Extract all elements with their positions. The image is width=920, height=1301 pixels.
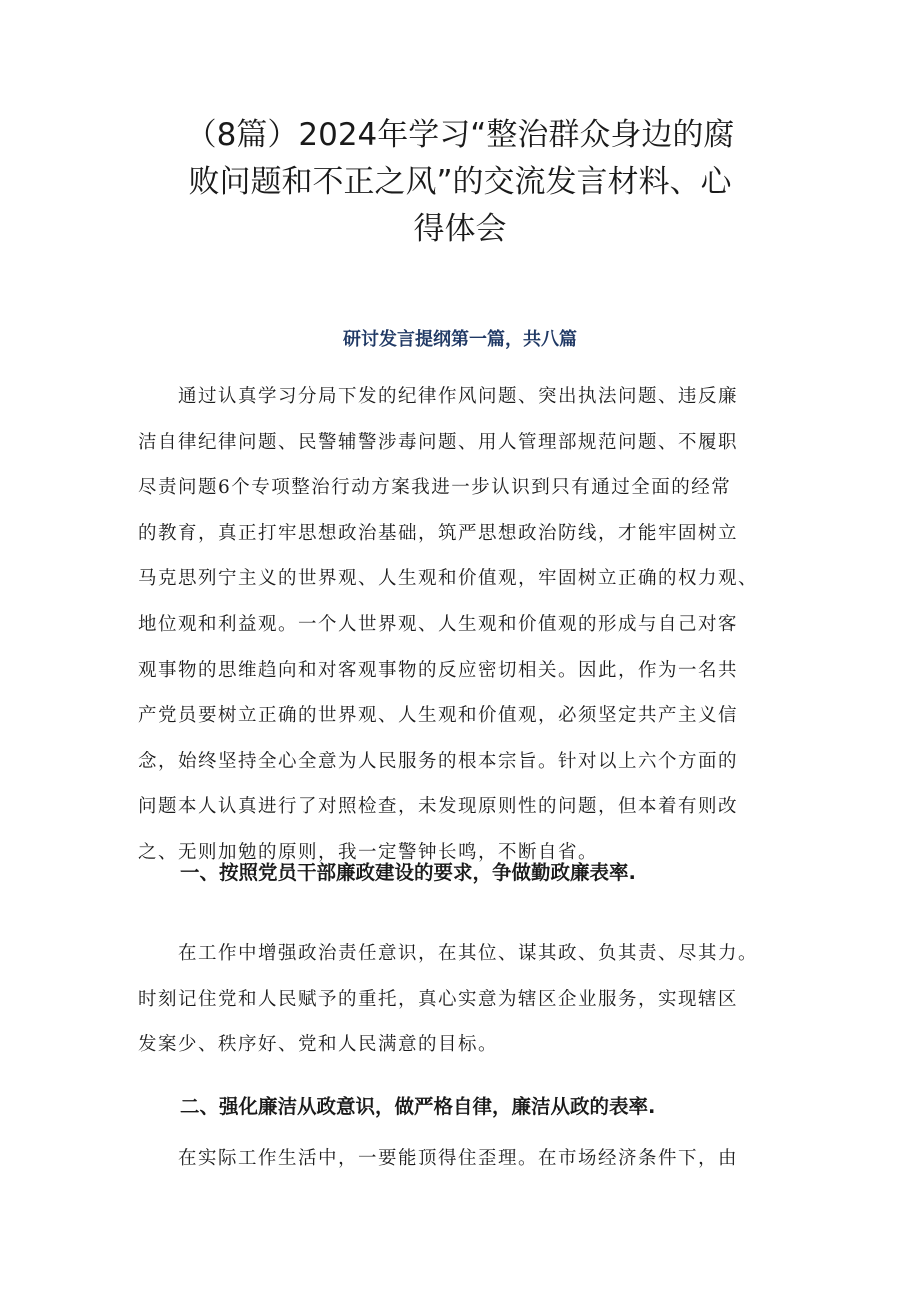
paragraph-line: 马克思列宁主义的世界观、人生观和价值观，牢固树立正确的权力观、: [138, 568, 759, 590]
paragraph-line: 的教育，真正打牢思想政治基础，筑严思想政治防线，才能牢固树立: [138, 522, 739, 544]
paragraph-line: 地位观和利益观。一个人世界观、人生观和价值观的形成与自己对客: [138, 613, 739, 635]
paragraph-line: 念，始终坚持全心全意为人民服务的根本宗旨。针对以上六个方面的: [138, 750, 739, 772]
document-subtitle: 研讨发言提纲第一篇，共八篇: [343, 329, 577, 350]
paragraph-line: 在工作中增强政治责任意识，在其位、谋其政、负其责、尽其力。: [138, 943, 759, 964]
section-heading-1: 一、按照党员干部廉政建设的要求，争做勤政廉表率.: [180, 861, 636, 884]
paragraph-line: 在实际工作生活中，一要能顶得住歪理。在市场经济条件下，由: [138, 1148, 739, 1169]
paragraph-line: 发案少、秩序好、党和人民满意的目标。: [138, 1034, 499, 1056]
body-paragraph-1: [138, 374, 758, 876]
paragraph-line: 洁自律纪律问题、民警辅警涉毒问题、用人管理部规范问题、不履职: [138, 431, 739, 453]
paragraph-line: 问题本人认真进行了对照检查，未发现原则性的问题，但本着有则改: [138, 796, 739, 818]
section-heading-2: 二、强化廉洁从政意识，做严格自律，廉洁从政的表率.: [180, 1095, 656, 1118]
paragraph-line: 时刻记住党和人民赋予的重托，真心实意为辖区企业服务，实现辖区: [138, 988, 739, 1010]
paragraph-line: 观事物的思维趋向和对客观事物的反应密切相关。因此，作为一名共: [138, 659, 739, 681]
body-paragraph-3: [138, 1136, 738, 1182]
title-line-3: 得体会: [413, 211, 507, 247]
title-line-1: （8篇）2024年学习“整治群众身边的腐: [185, 117, 735, 153]
body-paragraph-2: [138, 931, 758, 1068]
paragraph-line: 之、无则加勉的原则，我一定警钟长鸣，不断自省。: [138, 841, 599, 863]
paragraph-line: 通过认真学习分局下发的纪律作风问题、突出执法问题、违反廉: [138, 386, 739, 407]
title-line-2: 败问题和不正之风”的交流发言材料、心: [188, 164, 732, 200]
document-title: [140, 112, 780, 253]
paragraph-line: 产党员要树立正确的世界观、人生观和价值观，必须坚定共产主义信: [138, 705, 739, 727]
paragraph-line: 尽责问题6个专项整治行动方案我进一步认识到只有通过全面的经常: [138, 477, 732, 499]
